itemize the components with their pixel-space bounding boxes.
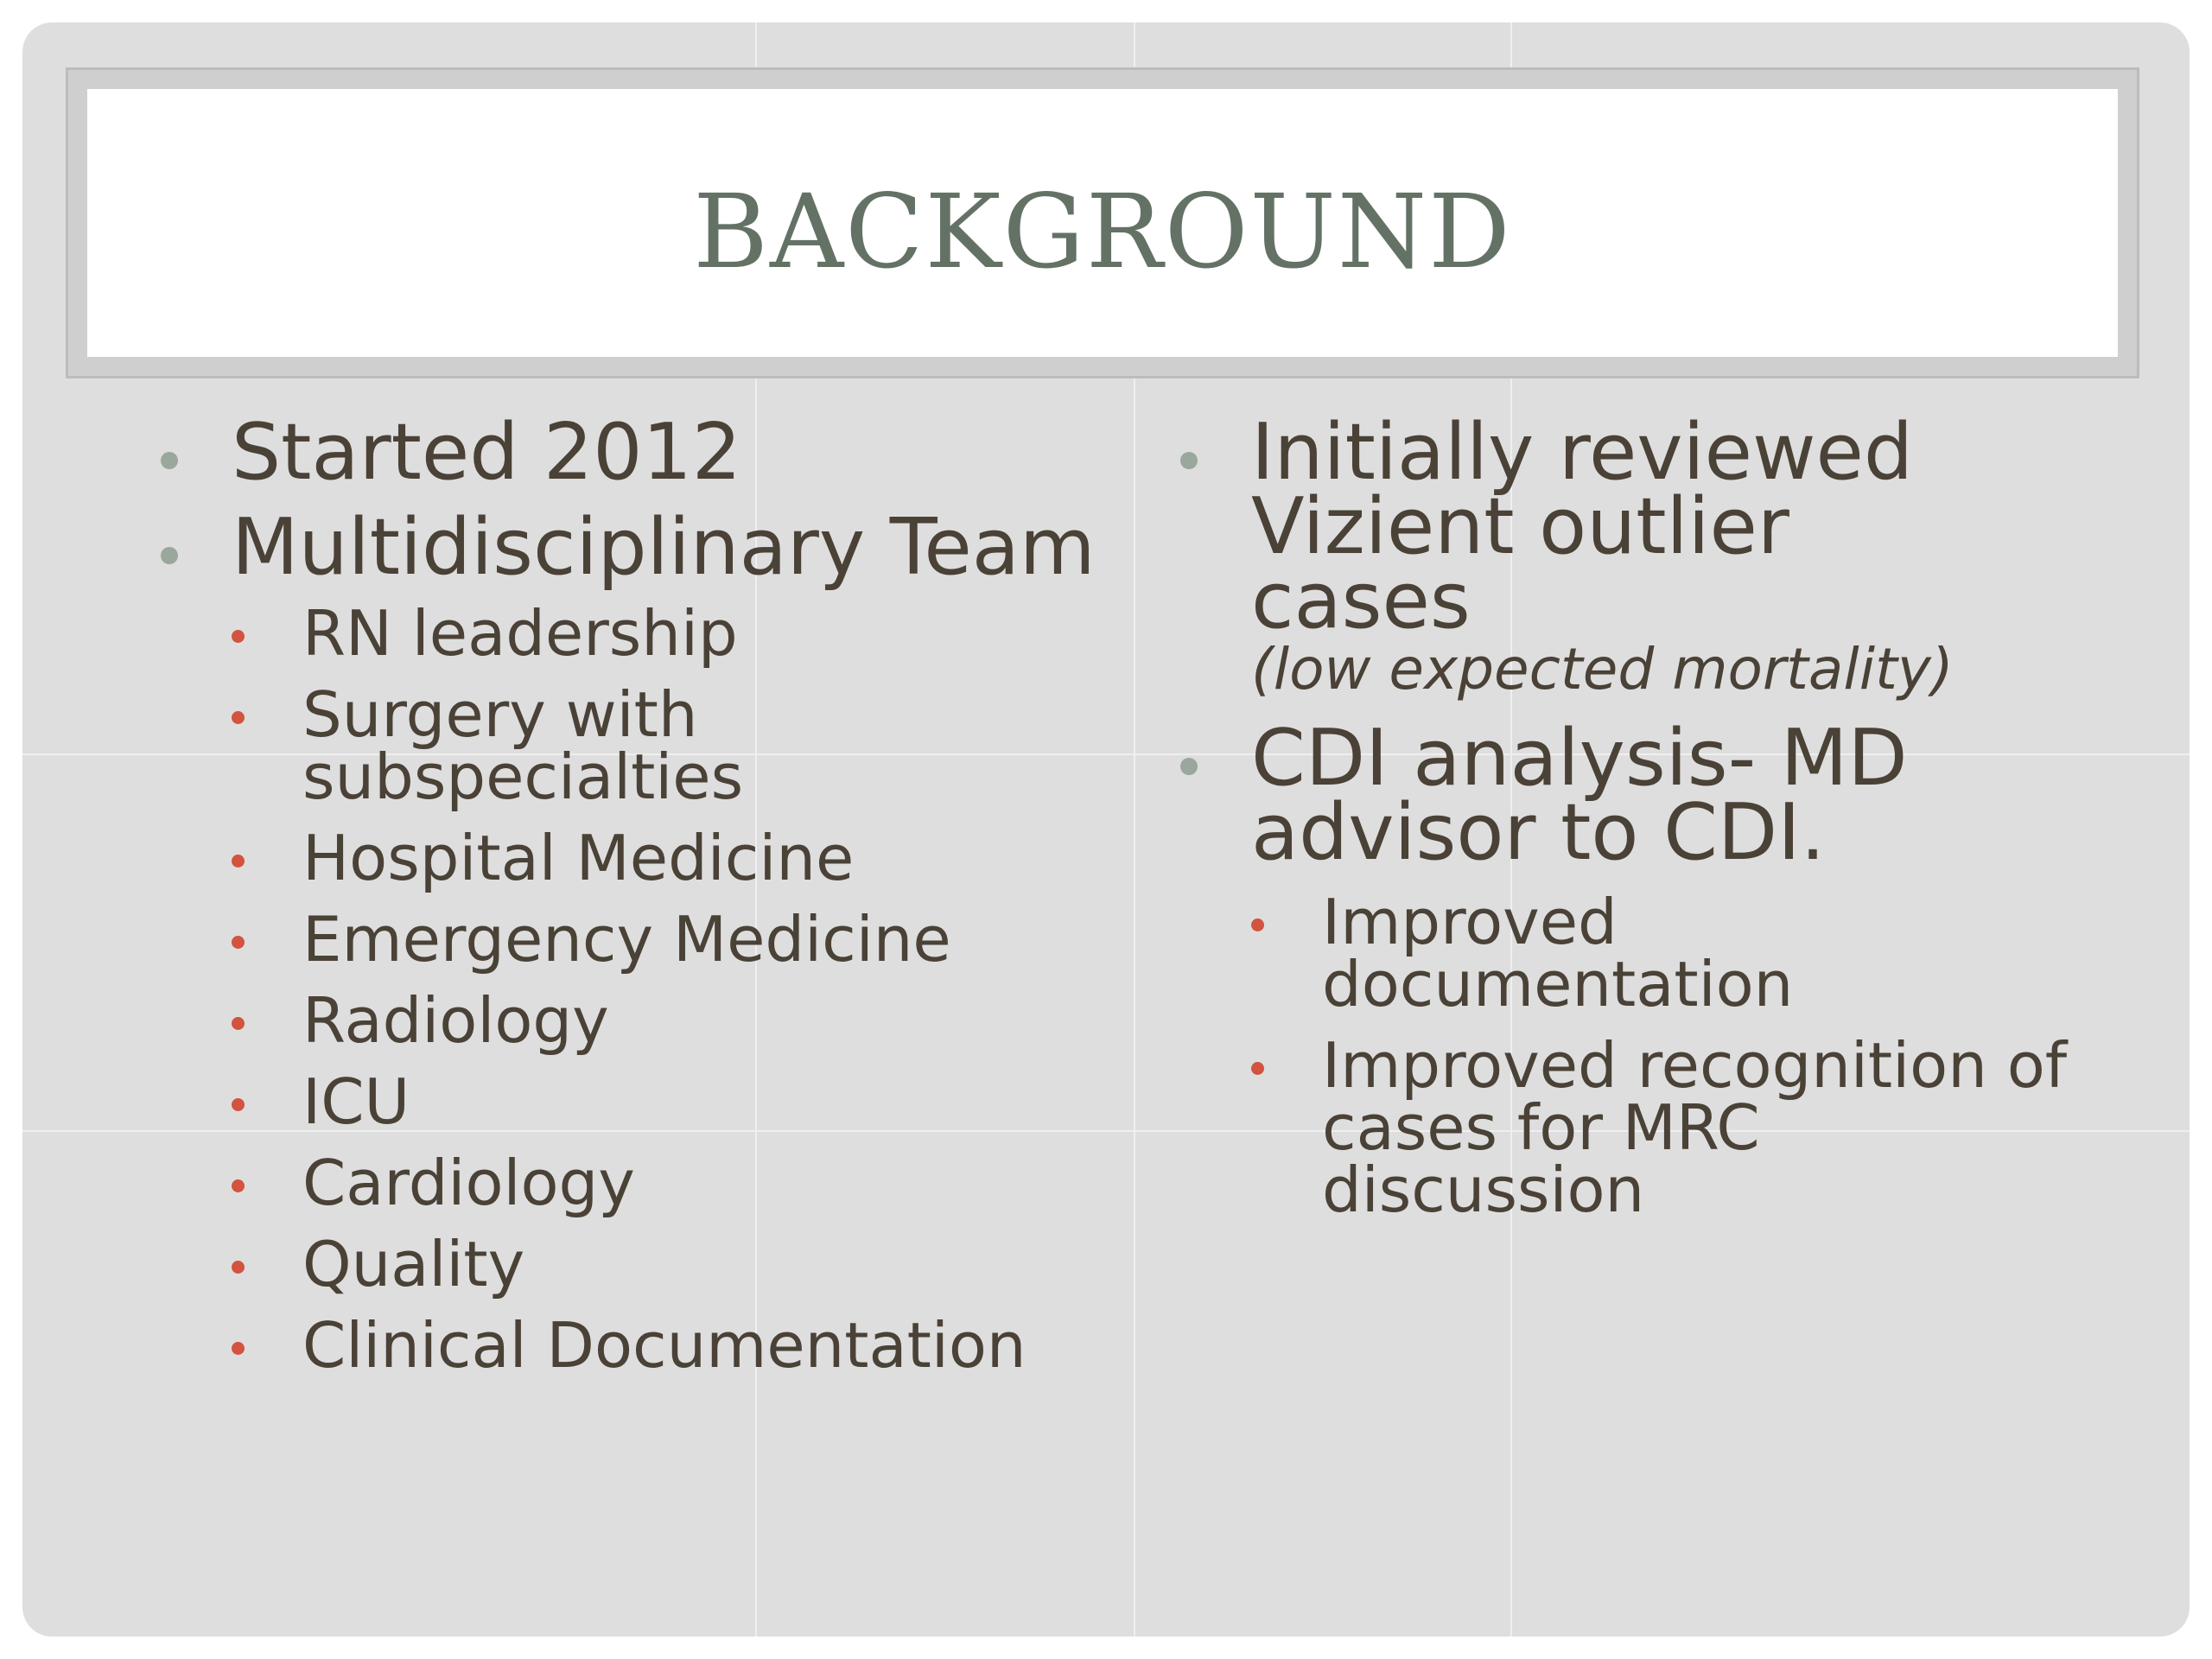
title-frame [66,67,2139,378]
bullet-text: Initially reviewed Vizient outlier cases [1251,407,1914,646]
sub-bullet-item [232,984,1154,1057]
left-bullet-list [161,407,1154,593]
sub-bullet-text: Cardiology [302,1147,635,1219]
sub-bullet-text: Clinical Documentation [302,1309,1027,1382]
sub-bullet-text: Quality [302,1228,525,1300]
sub-bullet-item [232,903,1154,976]
left-sub-bullet-list [232,597,1154,1382]
bullet-item [1180,713,2029,878]
sub-bullet-item [232,678,786,813]
right-column [1180,407,2148,1240]
sub-bullet-item [232,822,1154,894]
title-box [87,89,2118,357]
bullet-item [1180,407,2029,702]
sub-bullet-item [232,1309,1154,1382]
bullet-text: Started 2012 [232,407,742,498]
slide [22,22,2190,1637]
bullet-text: Multidisciplinary Team [232,502,1096,593]
sub-bullet-text: Radiology [302,984,609,1057]
sub-bullet-item [1251,886,1927,1020]
sub-bullet-text: Hospital Medicine [302,822,855,894]
sub-bullet-item [232,597,1154,670]
right-sub-bullet-list [1251,886,2148,1226]
sub-bullet-text: Improved recognition of cases for MRC discussion [1322,1029,2068,1226]
sub-bullet-text: ICU [302,1065,410,1138]
sub-bullet-text: Emergency Medicine [302,903,951,976]
bullet-text: CDI analysis- MD advisor to CDI. [1251,713,1908,878]
slide-title: BACKGROUND [693,172,1512,291]
sub-bullet-item [232,1147,1154,1219]
bullet-item [161,502,1154,593]
right-bullet-list [1180,407,2148,878]
sub-bullet-item [232,1228,1154,1300]
sub-bullet-item [1251,1029,2082,1226]
sub-bullet-text: RN leadership [302,597,738,670]
sub-bullet-text: Improved documentation [1322,886,1794,1020]
sub-bullet-item [232,1065,1154,1138]
bullet-item [161,407,1154,498]
bullet-note: (low expected mortality) [1251,636,1954,702]
left-column [161,407,1154,1395]
sub-bullet-text: Surgery with subspecialties [302,678,744,813]
